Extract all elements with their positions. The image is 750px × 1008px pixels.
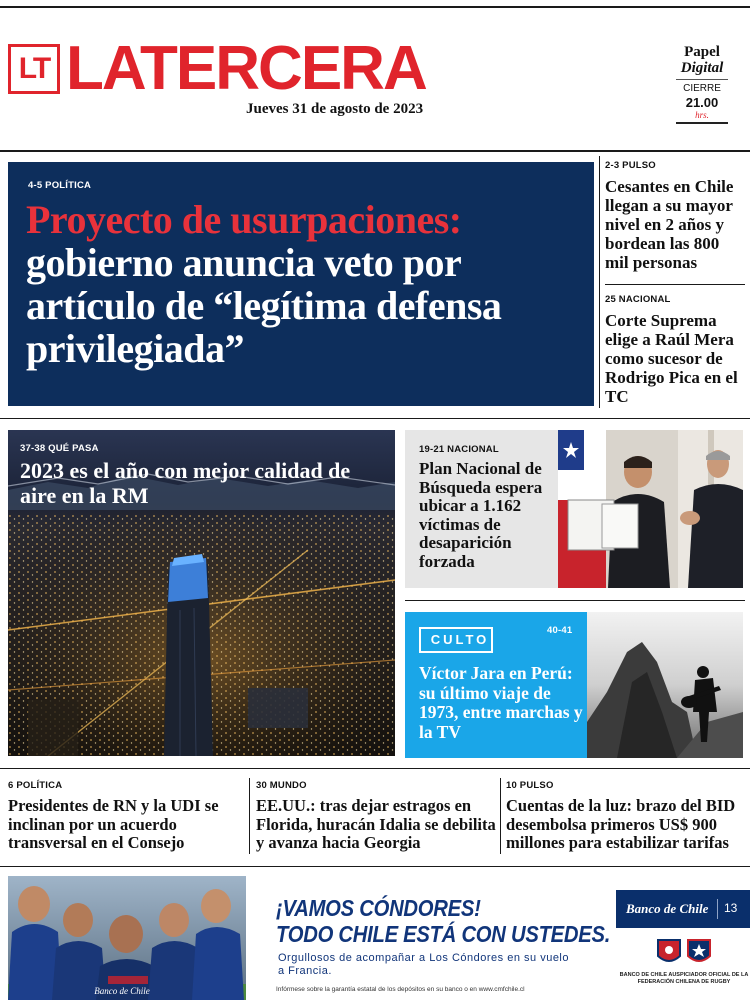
column-divider bbox=[599, 156, 600, 408]
top-rule bbox=[0, 6, 750, 8]
cierre-time: 21.00 bbox=[685, 95, 719, 110]
brief-kicker: 6 POLÍTICA bbox=[8, 780, 63, 791]
ad-headline-2: TODO CHILE ESTÁ CON USTEDES. bbox=[276, 921, 611, 947]
brief-mundo[interactable] bbox=[256, 780, 496, 853]
side-divider bbox=[605, 284, 745, 285]
side-story-headline: Corte Suprema elige a Raúl Mera como sucesor de Rodrigo Pica en el TC bbox=[605, 311, 738, 406]
lead-headline-white: gobierno anuncia veto por artículo de “legítima defensa privilegiada” bbox=[26, 240, 502, 371]
nacional-story[interactable] bbox=[405, 430, 743, 588]
cierre-label: CIERRE bbox=[676, 79, 728, 96]
culto-story[interactable] bbox=[405, 612, 743, 758]
ad-headline-1: ¡VAMOS CÓNDORES! bbox=[276, 895, 481, 921]
brief-pulso[interactable] bbox=[506, 780, 746, 853]
section-rule bbox=[0, 418, 750, 419]
banco-de-chile-ad[interactable] bbox=[8, 876, 749, 1000]
cierre-unit: hrs. bbox=[676, 110, 728, 124]
culto-headline: Víctor Jara en Perú: su último viaje de 1973, entre marchas y la TV bbox=[419, 663, 583, 742]
ad-fine-print: Infórmese sobre la garantía estatal de los depósitos en su banco o en www.cmfchile.cl bbox=[276, 986, 525, 993]
edition-date: Jueves 31 de agosto de 2023 bbox=[246, 101, 424, 117]
sponsor-crests bbox=[654, 938, 714, 968]
lead-kicker: 4-5 POLÍTICA bbox=[28, 180, 92, 191]
side-story-kicker: 2-3 PULSO bbox=[605, 160, 656, 171]
culto-tag bbox=[419, 627, 493, 653]
brief-kicker: 10 PULSO bbox=[506, 780, 554, 791]
brief-politica[interactable] bbox=[8, 780, 244, 853]
city-photo-story[interactable] bbox=[8, 430, 395, 756]
ad-top-rule bbox=[0, 866, 750, 867]
bank-years: 13 bbox=[724, 901, 738, 915]
side-story-kicker: 25 NACIONAL bbox=[605, 294, 671, 305]
brief-kicker: 30 MUNDO bbox=[256, 780, 307, 791]
tower bbox=[164, 554, 213, 756]
bank-logo[interactable] bbox=[616, 890, 750, 928]
bank-name: Banco de Chile bbox=[626, 901, 709, 916]
side-story-nacional[interactable] bbox=[605, 294, 745, 406]
brief-headline: Cuentas de la luz: brazo del BID desembolsa primeros US$ 900 millones para estabilizar tarifas bbox=[506, 796, 736, 852]
masthead-rule bbox=[0, 150, 750, 152]
briefs-top-rule bbox=[0, 768, 750, 769]
nacional-divider bbox=[405, 600, 745, 601]
nacional-kicker: 19-21 NACIONAL bbox=[419, 444, 499, 455]
ad-sponsor-text: BANCO DE CHILE AUSPICIADOR OFICIAL DE LA FEDERACIÓN CHILENA DE RUGBY bbox=[619, 972, 749, 985]
lead-headline-red: Proyecto de usurpaciones: bbox=[26, 197, 462, 242]
papel-label: Papel bbox=[684, 44, 720, 60]
culto-pages: 40-41 bbox=[547, 625, 573, 636]
city-headline: 2023 es el año con mejor calidad de aire en la RM bbox=[20, 458, 351, 508]
logo-mark[interactable]: LT bbox=[8, 44, 60, 94]
machu-picchu-photo bbox=[587, 612, 743, 758]
ceremony-photo bbox=[558, 430, 743, 588]
rugby-players-illustration bbox=[8, 876, 246, 1000]
side-story-headline: Cesantes en Chile llegan a su mayor nivel en 2 años y bordean las 800 mil personas bbox=[605, 177, 734, 272]
logo-wordmark[interactable]: LATERCERA bbox=[66, 34, 426, 103]
lead-story[interactable] bbox=[8, 162, 594, 406]
brief-headline: Presidentes de RN y la UDI se inclinan por un acuerdo transversal en el Consejo bbox=[8, 796, 219, 852]
brief-headline: EE.UU.: tras dejar estragos en Florida, huracán Idalia se debilita y avanza hacia Georgia bbox=[256, 796, 496, 852]
digital-label: Digital bbox=[680, 60, 724, 76]
jersey-text: Banco de Chile bbox=[94, 986, 150, 996]
nacional-headline: Plan Nacional de Búsqueda espera ubicar a 1.162 víctimas de desaparición forzada bbox=[419, 459, 543, 571]
rugby-team-photo bbox=[8, 876, 246, 1000]
papel-digital-badge[interactable] bbox=[676, 44, 728, 124]
culto-tag-label: CULTO bbox=[430, 632, 490, 647]
bank-separator bbox=[717, 899, 718, 919]
city-kicker: 37-38 QUÉ PASA bbox=[20, 443, 99, 454]
ad-subline: Orgullosos de acompañar a Los Cóndores en su vuelo a Francia. bbox=[278, 952, 569, 977]
side-story-pulso[interactable] bbox=[605, 160, 745, 272]
brief-divider bbox=[500, 778, 501, 854]
brief-divider bbox=[249, 778, 250, 854]
